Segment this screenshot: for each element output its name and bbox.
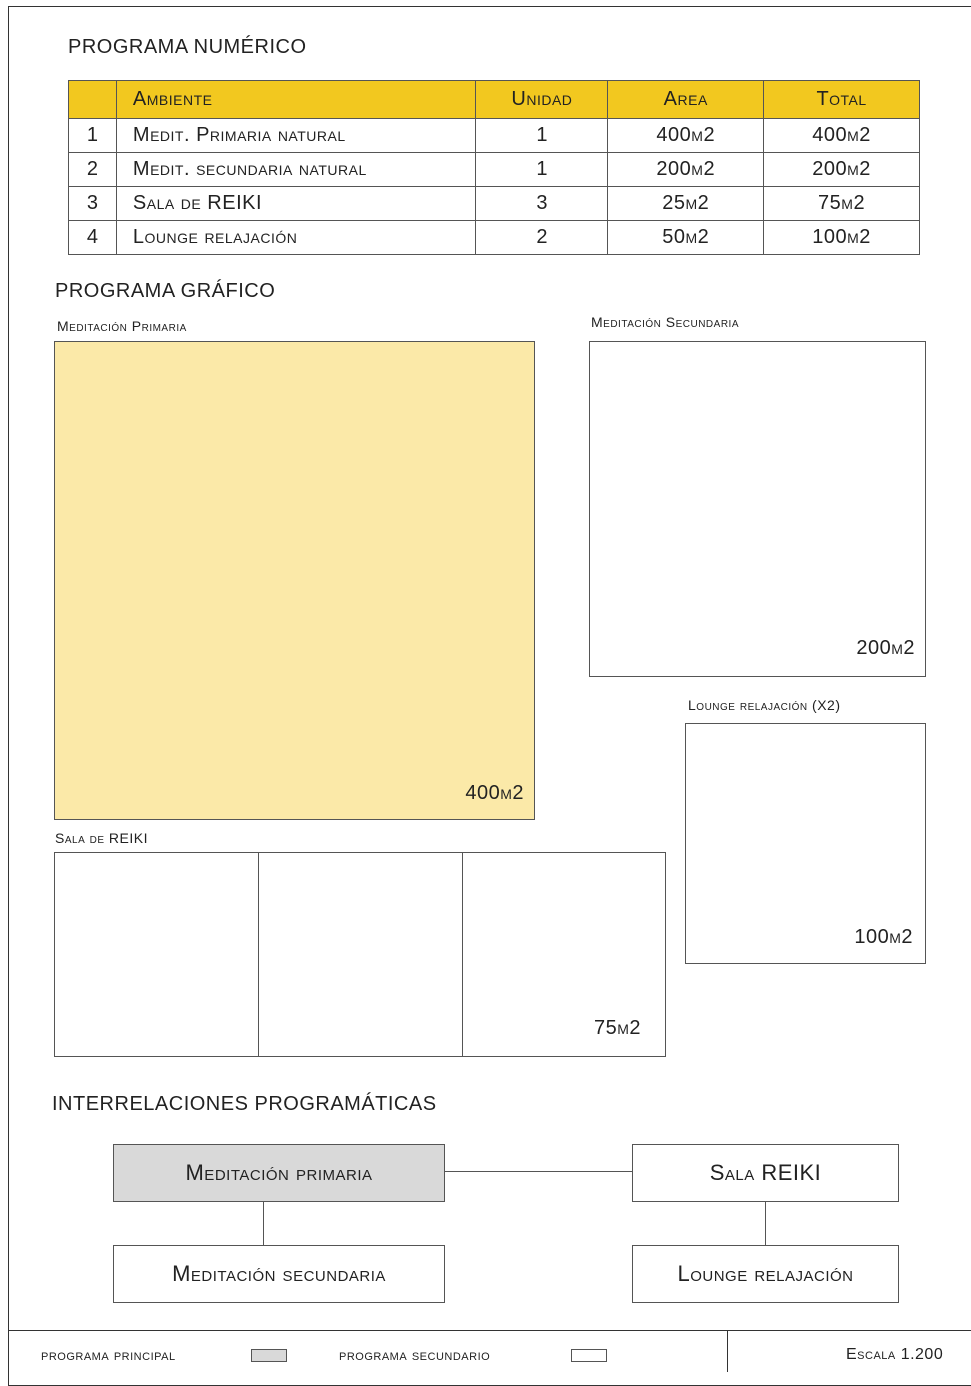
secondary-meditation-box [589,341,926,677]
legend-principal-swatch [251,1349,287,1362]
reiki-divider [462,853,463,1056]
secondary-area-label: 200m2 [856,637,915,659]
primary-meditation-box [54,341,535,820]
row-number: 1 [69,119,117,153]
row-total: 400m2 [764,119,920,153]
table-header-row [69,81,920,119]
footer-border [8,1330,971,1331]
header-area: Area [608,81,764,119]
row-unit: 1 [476,119,608,153]
legend-principal-label: programa principal [41,1347,176,1364]
row-area: 50m2 [608,221,764,255]
table-row [69,119,920,153]
numeric-program-table [68,80,920,255]
legend-secondary-label: programa secundario [339,1347,491,1364]
row-total: 200m2 [764,153,920,187]
footer-separator [727,1330,728,1372]
scale-label: Escala 1.200 [846,1346,944,1363]
table-row [69,187,920,221]
primary-area-label: 400m2 [465,782,524,804]
header-total: Total [764,81,920,119]
row-number: 4 [69,221,117,255]
row-number: 3 [69,187,117,221]
graphic-program-title: PROGRAMA GRÁFICO [55,280,276,302]
row-name: Sala de REIKI [116,187,476,221]
primary-caption: Meditación Primaria [57,318,187,334]
numeric-program-title: PROGRAMA NUMÉRICO [68,36,307,58]
table-row [69,153,920,187]
lounge-caption: Lounge relajación (X2) [688,697,841,713]
node-reiki: Sala REIKI [632,1144,899,1202]
row-total: 100m2 [764,221,920,255]
row-unit: 1 [476,153,608,187]
lounge-box [685,723,926,964]
row-number: 2 [69,153,117,187]
reiki-divider [258,853,259,1056]
row-area: 200m2 [608,153,764,187]
node-secondary-meditation: Meditación secundaria [113,1245,445,1303]
relation-line [263,1201,264,1245]
legend-secondary-swatch [571,1349,607,1362]
relation-line [444,1171,632,1172]
row-unit: 2 [476,221,608,255]
row-area: 400m2 [608,119,764,153]
reiki-box [54,852,666,1057]
header-unidad: Unidad [476,81,608,119]
row-name: Medit. Primaria natural [116,119,476,153]
row-total: 75m2 [764,187,920,221]
row-area: 25m2 [608,187,764,221]
lounge-area-label: 100m2 [854,926,913,948]
secondary-caption: Meditación Secundaria [591,314,739,330]
node-lounge: Lounge relajación [632,1245,899,1303]
relation-line [765,1201,766,1245]
row-unit: 3 [476,187,608,221]
reiki-caption: Sala de REIKI [55,830,148,846]
reiki-area-label: 75m2 [593,1017,641,1039]
row-name: Medit. secundaria natural [116,153,476,187]
header-ambiente: Ambiente [116,81,476,119]
relations-title: INTERRELACIONES PROGRAMÁTICAS [52,1093,437,1115]
table-row [69,221,920,255]
node-primary-meditation: Meditación primaria [113,1144,445,1202]
row-name: Lounge relajación [116,221,476,255]
header-number [69,81,117,119]
